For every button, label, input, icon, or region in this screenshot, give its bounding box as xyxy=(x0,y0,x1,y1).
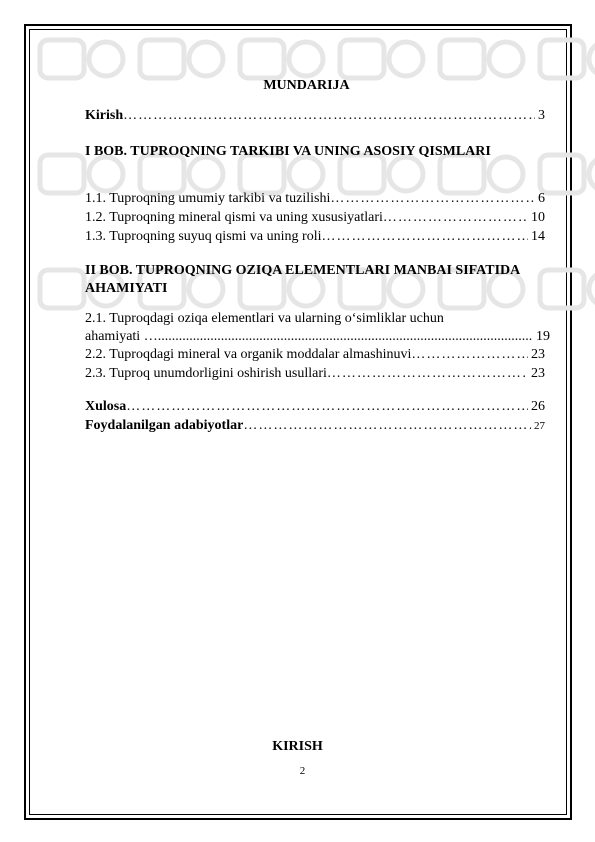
watermark-circle xyxy=(589,157,595,191)
page-number: 2 xyxy=(299,765,306,777)
toc-entry-label: 1.3. Tuproqning suyuq qismi va uning roli xyxy=(85,229,322,244)
toc-entry-label: 2.2. Tuproqdagi mineral va organik moddalar almashinuvi xyxy=(85,347,412,362)
toc-entry-1-3[interactable] xyxy=(85,229,545,248)
chapter-2-items xyxy=(85,310,550,385)
dot-leader xyxy=(158,328,533,346)
toc-entry-conclusion[interactable] xyxy=(85,399,545,418)
watermark-circle xyxy=(589,272,595,306)
dot-leader xyxy=(243,418,531,434)
toc-entry-2-2[interactable] xyxy=(85,347,545,366)
dot-leader xyxy=(411,347,528,363)
toc-entry-label: Xulosa xyxy=(85,399,127,414)
toc-entry-2-1[interactable] xyxy=(85,310,550,347)
toc-page-number: 23 xyxy=(531,347,545,362)
toc-entry-label: Foydalanilgan adabiyotlar xyxy=(85,418,244,433)
toc-entry-label: 1.1. Tuproqning umumiy tarkibi va tuzilishi xyxy=(85,191,331,206)
toc-page-number: 26 xyxy=(531,399,545,414)
watermark-circle xyxy=(589,42,595,76)
toc-entry-references[interactable] xyxy=(85,418,545,437)
toc-entry-label: 2.1. Tuproqdagi oziqa elementlari va ularning o‘simliklar uchun xyxy=(85,311,444,326)
toc-page-number: 27 xyxy=(534,420,545,432)
dot-leader xyxy=(321,229,528,245)
toc-page-number: 10 xyxy=(531,210,545,225)
dot-leader xyxy=(383,210,528,226)
toc-page-number: 23 xyxy=(531,366,545,381)
toc-entry-intro[interactable] xyxy=(85,108,545,127)
toc-page-number: 14 xyxy=(531,229,545,244)
toc-entry-1-2[interactable] xyxy=(85,210,545,229)
toc-entry-label-cont: ahamiyati … xyxy=(85,329,158,344)
chapter-1-heading[interactable]: I BOB. TUPROQNING TARKIBI VA UNING ASOSIY QISMLARI xyxy=(85,144,491,159)
dot-leader xyxy=(126,399,528,415)
toc-entry-label: 2.3. Tuproq unumdorligini oshirish usullari xyxy=(85,366,327,381)
toc-entry-label: 1.2. Tuproqning mineral qismi va uning xususiyatlari xyxy=(85,210,383,225)
toc-page-number: 3 xyxy=(538,108,545,123)
chapter-2-heading[interactable]: II BOB. TUPROQNING OZIQA ELEMENTLARI MANBAI SIFATIDA AHAMIYATI xyxy=(85,263,520,296)
toc-page-number: 6 xyxy=(538,191,545,206)
toc-entry-1-1[interactable] xyxy=(85,191,545,210)
chapter-1-items xyxy=(85,191,545,248)
dot-leader xyxy=(330,191,535,207)
toc-page-number: 19 xyxy=(536,329,550,344)
section-title-kirish: KIRISH xyxy=(272,739,323,754)
toc-back-matter xyxy=(85,399,545,437)
dot-leader xyxy=(327,366,528,382)
toc-title: MUNDARIJA xyxy=(263,78,350,93)
toc-entry-label: Kirish xyxy=(85,108,124,123)
toc-entry-2-3[interactable] xyxy=(85,366,545,385)
dot-leader xyxy=(123,108,535,124)
